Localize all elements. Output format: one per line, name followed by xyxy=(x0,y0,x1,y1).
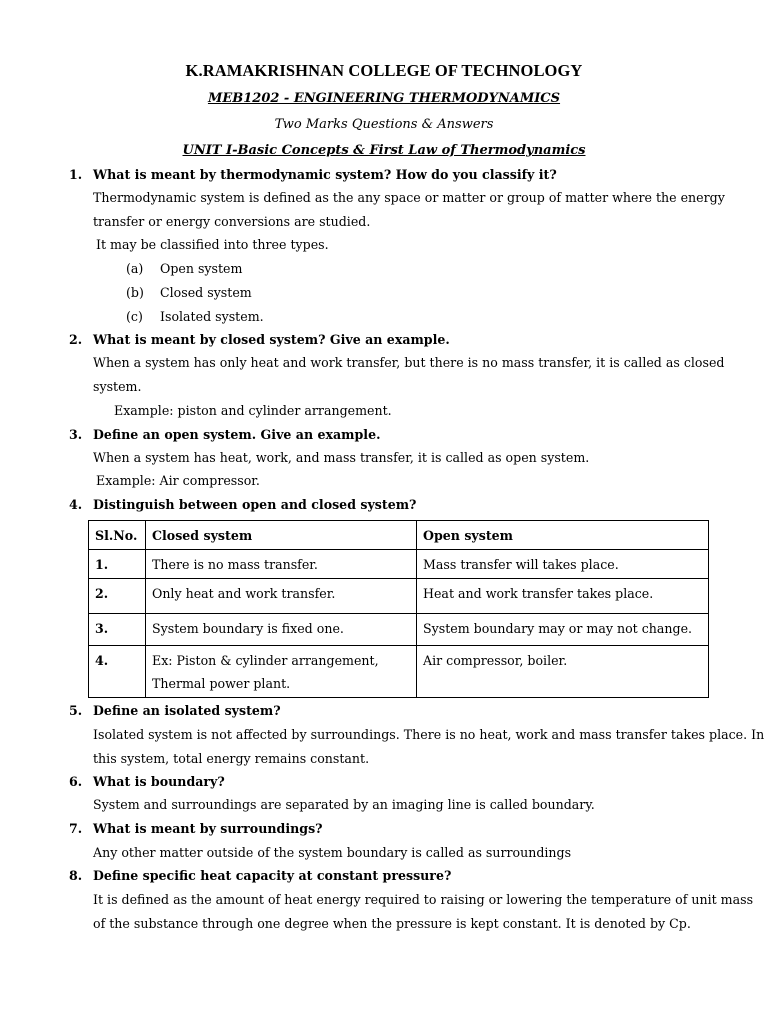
question-text: Distinguish between open and closed system? xyxy=(93,497,417,512)
table-cell: Only heat and work transfer. xyxy=(146,579,417,614)
list-item: Closed system xyxy=(160,285,252,300)
answer-line: Thermodynamic system is defined as the any space or matter or group of matter where the energy xyxy=(93,190,725,205)
document-subtitle: Two Marks Questions & Answers xyxy=(274,117,494,132)
question-number: 4. xyxy=(69,497,83,512)
answer-line: of the substance through one degree when the pressure is kept constant. It is denoted by Cp. xyxy=(93,916,691,931)
answer-line: When a system has heat, work, and mass transfer, it is called as open system. xyxy=(93,450,590,465)
question-text: Define an isolated system? xyxy=(93,703,281,718)
question-text: Define an open system. Give an example. xyxy=(93,427,381,442)
list-item-label: (c) xyxy=(126,309,143,324)
table-row xyxy=(89,579,709,614)
answer-line: system. xyxy=(93,379,142,394)
answer-line: Any other matter outside of the system boundary is called as surroundings xyxy=(93,845,572,860)
table-row xyxy=(89,550,709,579)
comparison-table xyxy=(88,520,709,698)
table-header-row xyxy=(89,521,709,550)
question-number: 3. xyxy=(69,427,83,442)
question-number: 6. xyxy=(69,774,83,789)
table-cell: System boundary is fixed one. xyxy=(146,614,417,646)
answer-line: transfer or energy conversions are studied. xyxy=(93,214,371,229)
question-number: 8. xyxy=(69,868,83,883)
answer-line: Isolated system is not affected by surroundings. There is no heat, work and mass transfer takes place. In xyxy=(93,727,765,742)
table-cell: 3. xyxy=(89,614,146,646)
table-cell: There is no mass transfer. xyxy=(146,550,417,579)
table-cell-line: Thermal power plant. xyxy=(152,676,291,691)
list-item-label: (a) xyxy=(126,261,144,276)
list-item: Open system xyxy=(160,261,243,276)
answer-line: It is defined as the amount of heat energy required to raising or lowering the temperature of unit mass xyxy=(93,892,754,907)
list-item-label: (b) xyxy=(126,285,144,300)
table-cell: 4. xyxy=(89,646,146,698)
answer-line: It may be classified into three types. xyxy=(96,237,329,252)
table-row xyxy=(89,646,709,698)
table-cell: System boundary may or may not change. xyxy=(417,614,709,646)
question-number: 5. xyxy=(69,703,83,718)
course-title: MEB1202 - ENGINEERING THERMODYNAMICS xyxy=(207,91,561,106)
example-line: Example: Air compressor. xyxy=(96,473,260,488)
table-row xyxy=(89,614,709,646)
question-text: Define specific heat capacity at constant pressure? xyxy=(93,868,452,883)
unit-heading: UNIT I-Basic Concepts & First Law of Thermodynamics xyxy=(182,143,586,158)
question-text: What is meant by closed system? Give an example. xyxy=(93,332,450,347)
answer-line: System and surroundings are separated by an imaging line is called boundary. xyxy=(93,797,595,812)
table-cell: 1. xyxy=(89,550,146,579)
question-text: What is boundary? xyxy=(93,774,225,789)
answer-line: When a system has only heat and work transfer, but there is no mass transfer, it is called as closed xyxy=(93,355,725,370)
table-cell: 2. xyxy=(89,579,146,614)
answer-line: this system, total energy remains constant. xyxy=(93,751,370,766)
table-header-cell: Closed system xyxy=(146,521,417,550)
question-text: What is meant by surroundings? xyxy=(93,821,323,836)
question-number: 7. xyxy=(69,821,83,836)
table-cell: Heat and work transfer takes place. xyxy=(417,579,709,614)
question-text: What is meant by thermodynamic system? How do you classify it? xyxy=(93,167,557,182)
table-cell xyxy=(146,646,417,698)
college-title: K.RAMAKRISHNAN COLLEGE OF TECHNOLOGY xyxy=(185,61,583,80)
table-header-cell: Sl.No. xyxy=(89,521,146,550)
question-number: 2. xyxy=(69,332,83,347)
table-cell-line: Ex: Piston & cylinder arrangement, xyxy=(152,653,379,668)
example-line: Example: piston and cylinder arrangement. xyxy=(114,403,392,418)
question-number: 1. xyxy=(69,167,83,182)
list-item: Isolated system. xyxy=(160,309,264,324)
table-header-cell: Open system xyxy=(417,521,709,550)
table-cell: Mass transfer will takes place. xyxy=(417,550,709,579)
table-cell: Air compressor, boiler. xyxy=(417,646,709,698)
